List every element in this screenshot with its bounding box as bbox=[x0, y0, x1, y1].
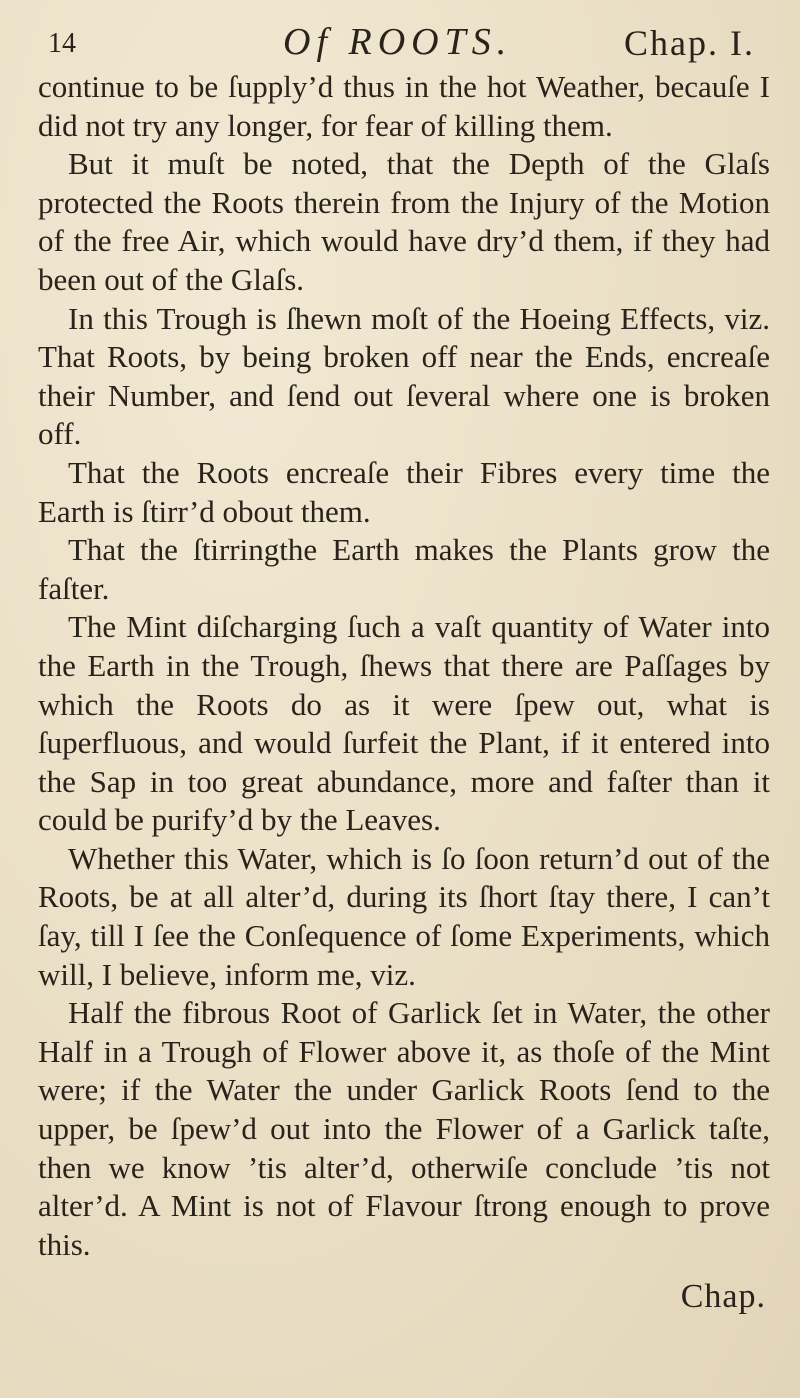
page-number: 14 bbox=[48, 28, 76, 59]
running-chapter: Chap. I. bbox=[624, 23, 755, 63]
paragraph: Whether this Water, which is ſo ſoon return’d out of the Roots, be at all alter’d, during its ſhort ſtay there, I can’t ſay, till I ſee the Conſequence of ſome Experiments, which will, I believe, inform me, viz. bbox=[38, 840, 770, 992]
body-text bbox=[38, 68, 770, 1264]
paragraph: Half the fibrous Root of Garlick ſet in Water, the other Half in a Trough of Flower above it, as thoſe of the Mint were; if the Water the under Garlick Roots ſend to the upper, be ſpew’d out into the Flower of a Garlick taſte, then we know ’tis alter’d, otherwiſe conclude ’tis not alter’d. A Mint is not of Flavour ſtrong enough to prove this. bbox=[38, 995, 770, 1262]
paragraph: In this Trough is ſhewn moſt of the Hoeing Effects, viz. That Roots, by being broken off near the Ends, encreaſe their Number, and ſend out ſeveral where one is broken off. bbox=[38, 300, 770, 452]
paragraph: That the ſtirringthe Earth makes the Plants grow the faſter. bbox=[38, 532, 770, 606]
paragraph: The Mint diſcharging ſuch a vaſt quantity of Water into the Earth in the Trough, ſhews that there are Paſſages by which the Roots do as it were ſpew out, what is ſuperfluous, and would ſurfeit the Plant, if it entered into the Sap in too great abundance, more and faſter than it could be purify’d by the Leaves. bbox=[38, 609, 770, 838]
running-head bbox=[38, 20, 770, 68]
paragraph: But it muſt be noted, that the Depth of the Glaſs protected the Roots therein from the Injury of the Motion of the free Air, which would have dry’d them, if they had been out of the Glaſs. bbox=[38, 146, 770, 297]
running-title: Of ROOTS. bbox=[283, 21, 513, 63]
catchword: Chap. bbox=[680, 1278, 766, 1315]
paragraph: That the Roots encreaſe their Fibres every time the Earth is ſtirr’d obout them. bbox=[38, 454, 770, 529]
paragraph: continue to be ſupply’d thus in the hot Weather, becauſe I did not try any longer, for fear of killing them. bbox=[38, 69, 770, 143]
